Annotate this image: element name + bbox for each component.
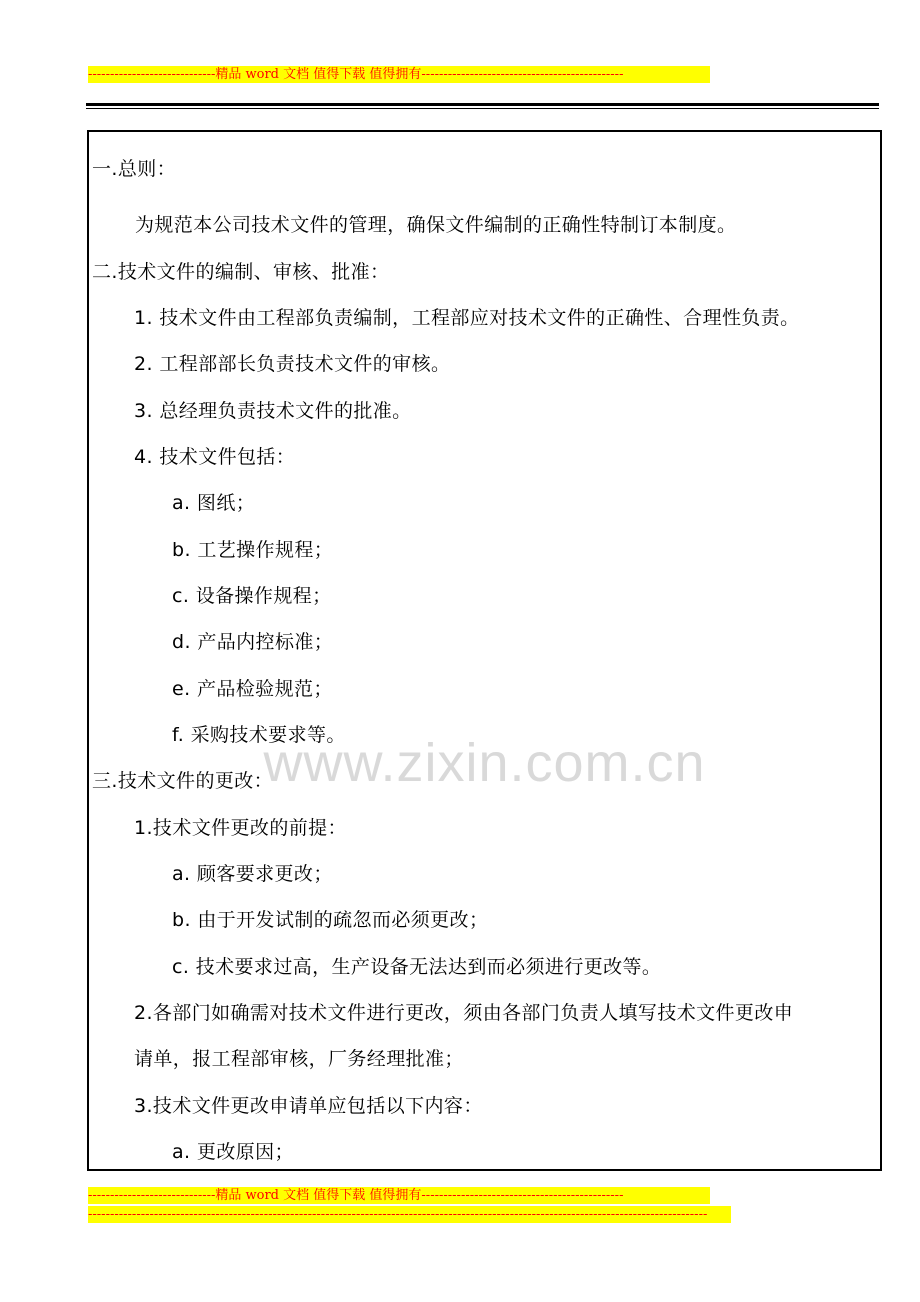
section-heading-compilation: 二.技术文件的编制、审核、批准： (92, 261, 390, 283)
list-item-4: 4. 技术文件包括： (134, 446, 296, 468)
footer-dash-line: --------------------------------------------------------------------------------------------------------------------------------------------- (88, 1206, 731, 1223)
sub-item-d: d. 产品内控标准； (172, 631, 334, 653)
sub-item-e: e. 产品检验规范； (172, 678, 333, 700)
list-item-change-1: 1.技术文件更改的前提： (134, 817, 347, 839)
list-item-change-3: 3.技术文件更改申请单应包括以下内容： (134, 1095, 483, 1117)
header-rule-thick (86, 103, 879, 106)
change-3-sub-item-a: a. 更改原因； (172, 1141, 294, 1163)
sub-item-c: c. 设备操作规程； (172, 585, 332, 607)
header-rule-thin (86, 108, 879, 109)
watermark: www.zixin.com.cn (263, 733, 706, 793)
list-item-change-2: 2.各部门如确需对技术文件进行更改，须由各部门负责人填写技术文件更改申 (134, 1002, 794, 1024)
footer-banner: -----------------------------精品 word 文档 值得下载 值得拥有---------------------------------------------- (88, 1187, 710, 1204)
list-item-change-2-continued: 请单，报工程部审核，厂务经理批准； (134, 1048, 464, 1070)
document-frame (87, 130, 882, 1171)
list-item-1: 1. 技术文件由工程部负责编制，工程部应对技术文件的正确性、合理性负责。 (134, 307, 800, 329)
change-sub-item-a: a. 顾客要求更改； (172, 863, 333, 885)
sub-item-a: a. 图纸； (172, 492, 256, 514)
header-banner: -----------------------------精品 word 文档 值得下载 值得拥有---------------------------------------------- (88, 66, 710, 83)
change-sub-item-c: c. 技术要求过高，生产设备无法达到而必须进行更改等。 (172, 956, 662, 978)
list-item-3: 3. 总经理负责技术文件的批准。 (134, 400, 412, 422)
sub-item-f: f. 采购技术要求等。 (172, 724, 346, 746)
section-heading-changes: 三.技术文件的更改： (92, 770, 274, 792)
change-sub-item-b: b. 由于开发试制的疏忽而必须更改； (172, 909, 489, 931)
section-heading-general: 一.总则： (92, 158, 177, 180)
sub-item-b: b. 工艺操作规程； (172, 539, 334, 561)
list-item-2: 2. 工程部部长负责技术文件的审核。 (134, 353, 451, 375)
paragraph-purpose: 为规范本公司技术文件的管理，确保文件编制的正确性特制订本制度。 (135, 214, 737, 236)
